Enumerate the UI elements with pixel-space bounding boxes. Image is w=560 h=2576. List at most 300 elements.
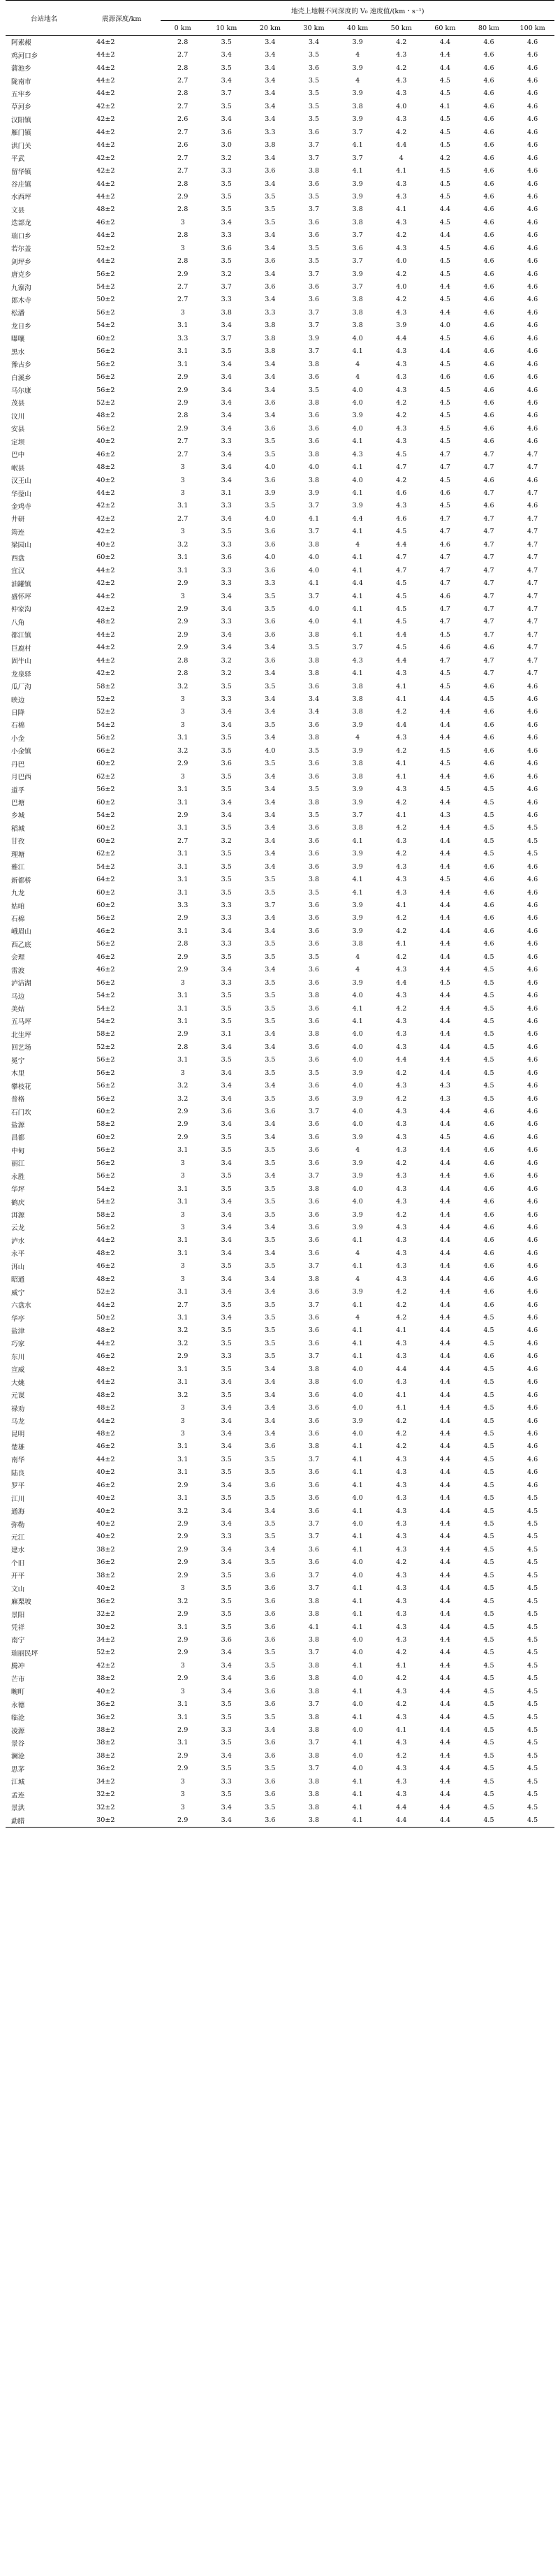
table-row — [6, 1389, 554, 1401]
velocity-cell: 3.1 — [177, 1700, 189, 1709]
focal-depth-cell: 64±2 — [96, 876, 115, 884]
velocity-cell: 4.5 — [483, 837, 494, 845]
velocity-cell: 3.5 — [265, 1185, 276, 1193]
velocity-cell: 4.6 — [483, 1223, 494, 1231]
table-row — [6, 667, 554, 679]
velocity-cell: 3.4 — [221, 1159, 232, 1167]
focal-depth-cell: 54±2 — [96, 321, 115, 330]
velocity-cell: 3.2 — [177, 1082, 189, 1090]
velocity-cell: 4.6 — [483, 1159, 494, 1167]
velocity-cell: 4.2 — [396, 1094, 407, 1103]
velocity-cell: 3.4 — [265, 862, 276, 871]
velocity-cell: 3.2 — [221, 656, 232, 665]
velocity-cell: 4.4 — [439, 1262, 450, 1271]
velocity-cell: 4.5 — [483, 1610, 494, 1619]
station-name-cell: 西乙底 — [11, 941, 31, 949]
velocity-cell: 3.6 — [265, 1108, 276, 1116]
velocity-cell: 4.5 — [483, 1365, 494, 1373]
station-name-cell: 井研 — [11, 516, 25, 524]
velocity-cell: 3.9 — [352, 721, 363, 729]
velocity-cell: 4.4 — [439, 1249, 450, 1257]
velocity-cell: 3.5 — [265, 1094, 276, 1103]
velocity-cell: 4.2 — [396, 850, 407, 858]
velocity-cell: 3.6 — [308, 1507, 320, 1515]
station-name-cell: 巴中 — [11, 451, 25, 460]
focal-depth-cell: 42±2 — [96, 670, 115, 678]
station-name-cell: 畹町 — [11, 1688, 25, 1697]
table-row — [6, 1273, 554, 1285]
velocity-cell: 4.6 — [483, 308, 494, 317]
velocity-cell: 4.4 — [439, 902, 450, 910]
focal-depth-cell: 32±2 — [96, 1610, 115, 1619]
station-name-cell: 汶川 — [11, 412, 25, 421]
velocity-cell: 3.4 — [265, 850, 276, 858]
velocity-cell: 4.1 — [352, 528, 363, 536]
velocity-cell: 4.6 — [526, 695, 538, 704]
velocity-cell: 3.8 — [308, 1275, 320, 1283]
velocity-cell: 3.9 — [352, 798, 363, 806]
table-row — [6, 590, 554, 602]
station-name-cell: 东川 — [11, 1353, 25, 1361]
velocity-cell: 4.5 — [526, 824, 538, 832]
velocity-cell: 3.8 — [352, 296, 363, 304]
table-row — [6, 242, 554, 254]
velocity-cell: 4.6 — [526, 412, 538, 420]
station-name-cell: 茂县 — [11, 400, 25, 408]
table-row — [6, 848, 554, 860]
velocity-cell: 3.8 — [352, 205, 363, 214]
velocity-cell: 3.1 — [177, 1365, 189, 1373]
velocity-cell: 4.0 — [352, 398, 363, 407]
velocity-cell: 4.3 — [396, 180, 407, 188]
velocity-cell: 4.1 — [352, 1442, 363, 1451]
velocity-cell: 3.6 — [265, 656, 276, 665]
velocity-cell: 4.0 — [352, 1635, 363, 1644]
velocity-cell: 4.5 — [483, 1649, 494, 1657]
velocity-cell: 3.6 — [308, 914, 320, 922]
velocity-cell: 4.4 — [439, 1765, 450, 1773]
velocity-cell: 4.6 — [526, 1198, 538, 1206]
velocity-cell: 3.4 — [265, 1429, 276, 1438]
velocity-cell: 2.7 — [177, 154, 189, 162]
velocity-cell: 3.4 — [265, 154, 276, 162]
velocity-cell: 3.5 — [221, 786, 232, 794]
velocity-cell: 3.5 — [221, 1468, 232, 1477]
focal-depth-cell: 56±2 — [96, 978, 115, 987]
velocity-cell: 4.3 — [396, 1275, 407, 1283]
focal-depth-cell: 44±2 — [96, 566, 115, 574]
velocity-cell: 4.6 — [526, 141, 538, 150]
station-name-cell: 芒市 — [11, 1675, 25, 1684]
velocity-cell: 4.3 — [396, 424, 407, 433]
velocity-cell: 4.1 — [396, 1661, 407, 1670]
velocity-cell: 3.3 — [221, 1777, 232, 1786]
velocity-cell: 3.2 — [177, 1391, 189, 1399]
velocity-cell: 4.1 — [352, 1455, 363, 1463]
focal-depth-cell: 54±2 — [96, 1004, 115, 1013]
velocity-cell: 4.5 — [526, 1751, 538, 1760]
focal-depth-cell: 54±2 — [96, 721, 115, 729]
velocity-cell: 3.4 — [221, 1120, 232, 1129]
velocity-cell: 4.3 — [396, 1610, 407, 1619]
table-row — [6, 1105, 554, 1117]
velocity-cell: 4.5 — [526, 1545, 538, 1554]
focal-depth-cell: 60±2 — [96, 798, 115, 806]
velocity-cell: 3.5 — [221, 1765, 232, 1773]
table-row — [6, 758, 554, 770]
velocity-cell: 3.4 — [221, 115, 232, 124]
velocity-cell: 4.0 — [352, 424, 363, 433]
velocity-cell: 4.6 — [483, 1198, 494, 1206]
velocity-cell: 2.7 — [177, 514, 189, 523]
velocity-cell: 4.5 — [526, 1649, 538, 1657]
velocity-cell: 4.6 — [526, 77, 538, 85]
velocity-cell: 3.7 — [308, 154, 320, 162]
velocity-cell: 3.5 — [265, 437, 276, 446]
velocity-cell: 3.6 — [308, 1288, 320, 1296]
velocity-cell: 4.4 — [439, 1700, 450, 1709]
velocity-cell: 3.8 — [352, 708, 363, 716]
velocity-cell: 3.1 — [177, 786, 189, 794]
velocity-cell: 4.3 — [396, 1262, 407, 1271]
velocity-cell: 3.6 — [265, 1739, 276, 1747]
velocity-cell: 2.8 — [177, 670, 189, 678]
velocity-cell: 3.5 — [265, 1146, 276, 1155]
table-row — [6, 1647, 554, 1659]
velocity-cell: 4.1 — [352, 1468, 363, 1477]
velocity-cell: 3.1 — [177, 1236, 189, 1245]
velocity-cell: 4.4 — [396, 1365, 407, 1373]
velocity-cell: 3.7 — [308, 1765, 320, 1773]
velocity-cell: 4.3 — [396, 218, 407, 226]
velocity-cell: 4.4 — [396, 1803, 407, 1811]
velocity-cell: 3.5 — [265, 1004, 276, 1013]
velocity-cell: 4.4 — [439, 1739, 450, 1747]
focal-depth-cell: 56±2 — [96, 734, 115, 742]
station-name-cell: 曝嚷 — [11, 335, 25, 344]
velocity-cell: 3.2 — [221, 670, 232, 678]
velocity-cell: 4.0 — [352, 1030, 363, 1039]
velocity-cell: 3.8 — [308, 540, 320, 549]
table-row — [6, 512, 554, 525]
focal-depth-cell: 52±2 — [96, 695, 115, 704]
velocity-cell: 3.1 — [177, 321, 189, 330]
velocity-cell: 3.5 — [308, 77, 320, 85]
velocity-cell: 4.5 — [483, 1700, 494, 1709]
velocity-cell: 3.7 — [308, 1649, 320, 1657]
velocity-cell: 3.8 — [352, 824, 363, 832]
station-name-cell: 泸水 — [11, 1237, 25, 1245]
velocity-cell: 4.5 — [439, 760, 450, 768]
velocity-cell: 3.4 — [221, 1558, 232, 1567]
table-row — [6, 950, 554, 963]
velocity-cell: 4.7 — [483, 463, 494, 472]
velocity-cell: 3.6 — [265, 1674, 276, 1683]
velocity-cell: 4.6 — [526, 966, 538, 974]
focal-depth-cell: 54±2 — [96, 862, 115, 871]
velocity-cell: 3.5 — [221, 953, 232, 961]
velocity-cell: 2.8 — [177, 656, 189, 665]
table-row — [6, 1170, 554, 1182]
velocity-cell: 4.5 — [396, 618, 407, 626]
velocity-cell: 4.4 — [439, 1520, 450, 1528]
velocity-cell: 3.6 — [265, 1442, 276, 1451]
velocity-cell: 4.6 — [526, 1210, 538, 1219]
velocity-cell: 4.2 — [396, 270, 407, 278]
velocity-cell: 3.4 — [308, 695, 320, 704]
velocity-cell: 2.9 — [177, 953, 189, 961]
velocity-cell: 3.9 — [352, 927, 363, 935]
velocity-cell: 3.4 — [265, 914, 276, 922]
velocity-cell: 3.6 — [308, 1468, 320, 1477]
velocity-cell: 3.5 — [308, 1069, 320, 1077]
velocity-cell: 4.6 — [526, 1133, 538, 1141]
velocity-cell: 3 — [180, 1584, 185, 1593]
velocity-cell: 3.4 — [265, 244, 276, 252]
velocity-cell: 2.9 — [177, 760, 189, 768]
velocity-cell: 3.5 — [221, 888, 232, 897]
focal-depth-cell: 42±2 — [96, 528, 115, 536]
velocity-cell: 3.1 — [177, 1378, 189, 1387]
velocity-cell: 4.5 — [483, 1803, 494, 1811]
velocity-cell: 4.5 — [439, 180, 450, 188]
velocity-cell: 4.6 — [483, 760, 494, 768]
focal-depth-cell: 38±2 — [96, 1739, 115, 1747]
velocity-cell: 3.4 — [221, 1378, 232, 1387]
velocity-cell: 4.5 — [483, 1790, 494, 1799]
station-name-cell: 马龙 — [11, 1418, 25, 1426]
velocity-cell: 3.1 — [177, 347, 189, 356]
velocity-cell: 4.1 — [352, 1790, 363, 1799]
velocity-cell: 2.6 — [177, 141, 189, 150]
velocity-cell: 3.4 — [221, 1417, 232, 1425]
velocity-cell: 4.6 — [526, 1391, 538, 1399]
focal-depth-cell: 42±2 — [96, 605, 115, 613]
table-row — [6, 732, 554, 744]
velocity-cell: 3.5 — [221, 1004, 232, 1013]
focal-depth-cell: 52±2 — [96, 398, 115, 407]
velocity-cell: 3.5 — [265, 1533, 276, 1541]
table-row — [6, 1517, 554, 1530]
velocity-cell: 3.1 — [177, 862, 189, 871]
velocity-cell: 4.6 — [526, 167, 538, 175]
velocity-cell: 3.7 — [308, 1172, 320, 1180]
velocity-cell: 4.0 — [352, 1404, 363, 1412]
velocity-cell: 4.3 — [396, 1468, 407, 1477]
velocity-cell: 4.4 — [396, 978, 407, 987]
station-name-cell: 北生坪 — [11, 1031, 31, 1039]
focal-depth-cell: 58±2 — [96, 1120, 115, 1129]
table-row — [6, 654, 554, 667]
velocity-cell: 3.4 — [265, 1223, 276, 1231]
velocity-cell: 4.1 — [352, 1610, 363, 1619]
velocity-cell: 4.5 — [483, 1597, 494, 1605]
velocity-cell: 3.5 — [221, 1700, 232, 1709]
velocity-cell: 3.5 — [221, 1017, 232, 1025]
velocity-cell: 3.4 — [221, 373, 232, 382]
velocity-cell: 4.4 — [439, 1584, 450, 1593]
velocity-cell: 2.9 — [177, 386, 189, 394]
velocity-cell: 3.6 — [265, 1571, 276, 1579]
velocity-cell: 3.7 — [352, 154, 363, 162]
velocity-cell: 2.9 — [177, 966, 189, 974]
velocity-cell: 4.6 — [526, 708, 538, 716]
table-row — [6, 1118, 554, 1131]
velocity-cell: 4.2 — [396, 708, 407, 716]
velocity-cell: 3.5 — [308, 115, 320, 124]
velocity-cell: 3.6 — [308, 1017, 320, 1025]
velocity-cell: 4.0 — [352, 1571, 363, 1579]
velocity-cell: 4.3 — [439, 811, 450, 819]
velocity-cell: 3.5 — [265, 888, 276, 897]
velocity-cell: 4.6 — [483, 347, 494, 356]
velocity-cell: 3.4 — [221, 1520, 232, 1528]
focal-depth-cell: 40±2 — [96, 1584, 115, 1593]
velocity-cell: 3.4 — [221, 592, 232, 600]
velocity-cell: 4.7 — [483, 540, 494, 549]
velocity-cell: 4.5 — [526, 837, 538, 845]
velocity-cell: 3.1 — [177, 1739, 189, 1747]
velocity-cell: 4.6 — [483, 476, 494, 484]
velocity-cell: 3.8 — [308, 656, 320, 665]
velocity-cell: 3.8 — [265, 347, 276, 356]
station-name-cell: 江城 — [11, 1779, 25, 1787]
velocity-cell: 4.1 — [352, 605, 363, 613]
velocity-cell: 4.4 — [439, 850, 450, 858]
station-name-cell: 龙日乡 — [11, 322, 31, 331]
velocity-cell: 4.4 — [439, 1326, 450, 1335]
velocity-cell: 4.5 — [483, 1765, 494, 1773]
velocity-cell: 3.9 — [352, 786, 363, 794]
table-body — [6, 36, 554, 1828]
velocity-cell: 3.4 — [265, 695, 276, 704]
velocity-cell: 4.3 — [396, 888, 407, 897]
focal-depth-cell: 36±2 — [96, 1597, 115, 1605]
table-row — [6, 1376, 554, 1389]
velocity-cell: 3.4 — [221, 1236, 232, 1245]
velocity-cell: 4.3 — [396, 77, 407, 85]
focal-depth-cell: 56±2 — [96, 1056, 115, 1064]
station-name-cell: 江川 — [11, 1495, 25, 1503]
velocity-cell: 3.6 — [308, 1417, 320, 1425]
velocity-cell: 3.1 — [177, 824, 189, 832]
velocity-cell: 3.3 — [221, 902, 232, 910]
velocity-cell: 4 — [355, 51, 360, 59]
velocity-cell: 3.2 — [177, 1597, 189, 1605]
velocity-cell: 3.4 — [221, 1429, 232, 1438]
velocity-cell: 3.6 — [308, 1339, 320, 1347]
velocity-cell: 4.5 — [439, 670, 450, 678]
velocity-cell: 3.8 — [308, 1635, 320, 1644]
focal-depth-cell: 44±2 — [96, 489, 115, 498]
velocity-cell: 3.6 — [265, 1584, 276, 1593]
velocity-cell: 3.9 — [352, 64, 363, 72]
velocity-cell: 4.3 — [396, 1198, 407, 1206]
velocity-cell: 4.5 — [510, 1814, 554, 1827]
velocity-cell: 3.8 — [308, 167, 320, 175]
velocity-cell: 3.2 — [221, 270, 232, 278]
station-name-cell: 元谋 — [11, 1392, 25, 1401]
velocity-cell: 3.6 — [308, 824, 320, 832]
station-name-cell: 日降 — [11, 709, 25, 717]
velocity-cell: 3.3 — [177, 334, 189, 342]
velocity-cell: 3.6 — [308, 1056, 320, 1064]
velocity-cell: 4.5 — [526, 1507, 538, 1515]
table-row — [6, 474, 554, 486]
station-name-cell: 丽江 — [11, 1160, 25, 1168]
velocity-cell: 3.6 — [308, 1326, 320, 1335]
station-name-cell: 瑞口乡 — [11, 232, 31, 240]
velocity-cell: 4.7 — [483, 605, 494, 613]
velocity-cell: 3.7 — [308, 1584, 320, 1593]
station-name-cell: 景洪 — [11, 1804, 25, 1813]
velocity-cell: 4.4 — [439, 1623, 450, 1631]
station-name-cell: 汉王山 — [11, 477, 31, 486]
velocity-cell: 3.4 — [221, 1314, 232, 1322]
velocity-cell: 4.6 — [483, 360, 494, 368]
velocity-cell: 3.9 — [352, 1417, 363, 1425]
velocity-cell: 4.5 — [439, 398, 450, 407]
velocity-cell: 3.1 — [177, 1468, 189, 1477]
velocity-cell: 3.6 — [308, 1146, 320, 1155]
velocity-cell: 4.6 — [526, 876, 538, 884]
focal-depth-cell: 52±2 — [96, 1043, 115, 1051]
focal-depth-cell: 48±2 — [96, 1391, 115, 1399]
velocity-cell: 3.8 — [352, 321, 363, 330]
velocity-cell: 4.5 — [483, 1777, 494, 1786]
velocity-cell: 3.5 — [308, 257, 320, 266]
velocity-cell: 4.6 — [526, 914, 538, 922]
focal-depth-cell: 34±2 — [96, 1635, 115, 1644]
velocity-cell: 4.3 — [396, 1223, 407, 1231]
velocity-cell: 4.6 — [439, 540, 450, 549]
focal-depth-cell: 38±2 — [96, 1726, 115, 1735]
velocity-cell: 4.4 — [439, 1481, 450, 1489]
velocity-cell: 3.4 — [265, 1082, 276, 1090]
velocity-cell: 4.4 — [439, 1687, 450, 1695]
velocity-cell: 3.5 — [221, 862, 232, 871]
velocity-cell: 3.5 — [265, 1262, 276, 1271]
focal-depth-cell: 54±2 — [96, 1185, 115, 1193]
station-name-cell: 五马坪 — [11, 1018, 31, 1027]
table-row — [6, 370, 554, 383]
velocity-cell: 3.4 — [265, 734, 276, 742]
table-row — [6, 461, 554, 473]
velocity-cell: 4.6 — [483, 927, 494, 935]
velocity-cell: 4.6 — [483, 283, 494, 291]
velocity-cell: 3.4 — [265, 1726, 276, 1735]
velocity-cell: 4.3 — [396, 386, 407, 394]
velocity-cell: 3.8 — [308, 670, 320, 678]
velocity-cell: 4.3 — [396, 1777, 407, 1786]
station-name-cell: 姑咱 — [11, 902, 25, 911]
velocity-cell: 4.6 — [526, 1056, 538, 1064]
velocity-cell: 4.6 — [526, 1301, 538, 1309]
velocity-cell: 3.4 — [265, 966, 276, 974]
velocity-cell: 3.6 — [308, 760, 320, 768]
velocity-cell: 3.5 — [221, 1262, 232, 1271]
velocity-cell: 3.8 — [352, 218, 363, 226]
velocity-cell: 3.7 — [221, 283, 232, 291]
velocity-cell: 3.1 — [177, 1713, 189, 1721]
velocity-cell: 3.8 — [308, 1610, 320, 1619]
velocity-cell: 3.7 — [308, 321, 320, 330]
velocity-cell: 4.3 — [396, 502, 407, 510]
velocity-cell: 3.9 — [352, 192, 363, 201]
velocity-cell: 3.3 — [221, 540, 232, 549]
velocity-cell: 3.5 — [221, 192, 232, 201]
velocity-cell: 4.4 — [396, 334, 407, 342]
